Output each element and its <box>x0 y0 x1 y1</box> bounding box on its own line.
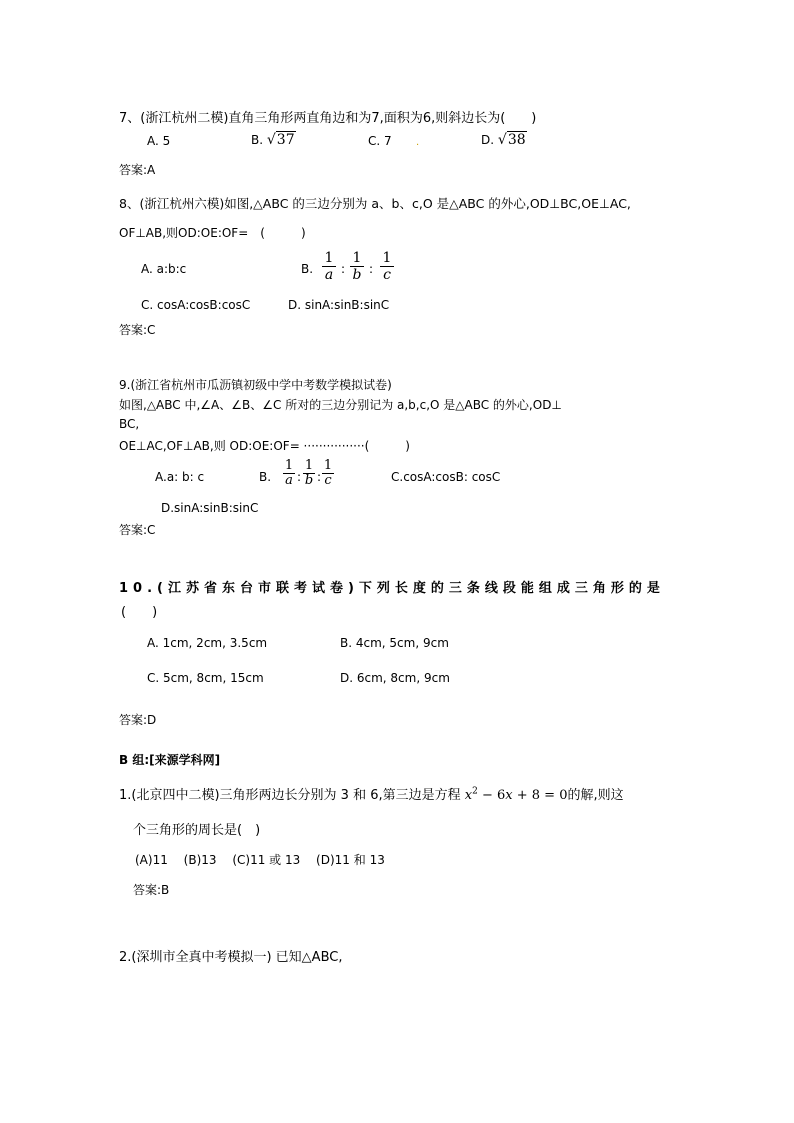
q10-option-a: A. 1cm, 2cm, 3.5cm <box>147 636 268 650</box>
q8-frac-1-a: 1 a <box>322 250 336 283</box>
q8-stem-line2: OF⊥AB,则OD:OE:OF= ( ) <box>119 226 306 240</box>
q9-frac-1-b: 1 b <box>304 458 314 488</box>
q7-stem: 7、(浙江杭州二模)直角三角形两直角边和为7,面积为6,则斜边长为( ) <box>119 111 537 126</box>
q9-option-a: A.a: b: c <box>155 470 205 484</box>
q7-option-b: B. √37 <box>251 132 295 148</box>
b1-stem-line2: 个三角形的周长是( ) <box>133 823 261 838</box>
q10-option-b: B. 4cm, 5cm, 9cm <box>340 636 449 650</box>
q8-option-c: C. cosA:cosB:cosC <box>141 298 251 312</box>
q9-frac-1-a: 1 a <box>284 458 294 488</box>
q9-frac-1-c: 1 c <box>323 458 333 488</box>
q7-option-d: D. √38 <box>481 132 526 148</box>
stray-dot: . <box>416 137 420 148</box>
q8-option-b-label: B. <box>301 262 314 276</box>
q10-answer: 答案:D <box>119 713 157 727</box>
colon: : <box>317 470 322 484</box>
b1-stem-line1: 1.(北京四中二模)三角形两边长分别为 3 和 6,第三边是方程 $x^2 - 6x + 8 = 0$的解,则这 <box>119 786 624 803</box>
q7-answer: 答案:A <box>119 163 156 177</box>
q10-stem-line1: 10.(江苏省东台市联考试卷)下列长度的三条线段能组成三角形的是 <box>119 581 665 596</box>
q8-option-a: A. a:b:c <box>141 262 187 276</box>
q8-frac-1-b: 1 b <box>350 250 364 283</box>
sqrt-37: √37 <box>266 132 295 148</box>
colon: : <box>369 262 374 276</box>
q8-frac-1-c: 1 c <box>380 250 394 283</box>
q9-stem-line2: BC, <box>119 417 140 431</box>
sqrt-38: √38 <box>497 132 526 148</box>
q9-stem-line3: OE⊥AC,OF⊥AB,则 OD:OE:OF= ················( ) <box>119 439 410 453</box>
q9-option-c: C.cosA:cosB: cosC <box>391 470 501 484</box>
q8-answer: 答案:C <box>119 323 156 337</box>
b1-answer: 答案:B <box>133 883 170 897</box>
q10-option-c: C. 5cm, 8cm, 15cm <box>147 671 264 685</box>
b1-equation: $x^2 - 6x + 8 = 0$ <box>464 786 568 803</box>
q9-option-d: D.sinA:sinB:sinC <box>161 501 259 515</box>
b1-options: (A)11 (B)13 (C)11 或 13 (D)11 和 13 <box>135 853 385 867</box>
colon: : <box>297 470 302 484</box>
q9-stem-line1: 如图,△ABC 中,∠A、∠B、∠C 所对的三边分别记为 a,b,c,O 是△ABC 的外心,OD⊥ <box>119 398 562 412</box>
q7-option-c: C. 7 <box>368 134 392 148</box>
colon: : <box>341 262 346 276</box>
q7-option-a: A. 5 <box>147 134 171 148</box>
q9-source: 9.(浙江省杭州市瓜沥镇初级中学中考数学模拟试卷) <box>119 378 392 392</box>
group-b-heading: B 组:[来源学科网] <box>119 753 221 767</box>
q8-stem-line1: 8、(浙江杭州六模)如图,△ABC 的三边分别为 a、b、c,O 是△ABC 的外心,OD⊥BC,OE⊥AC, <box>119 196 631 211</box>
q10-option-d: D. 6cm, 8cm, 9cm <box>340 671 450 685</box>
q9-answer: 答案:C <box>119 523 156 537</box>
q10-stem-line2: ( ) <box>121 605 158 620</box>
q9-option-b-label: B. <box>259 470 272 484</box>
q8-option-d: D. sinA:sinB:sinC <box>288 298 390 312</box>
b2-stem: 2.(深圳市全真中考模拟一) 已知△ABC, <box>119 950 343 965</box>
